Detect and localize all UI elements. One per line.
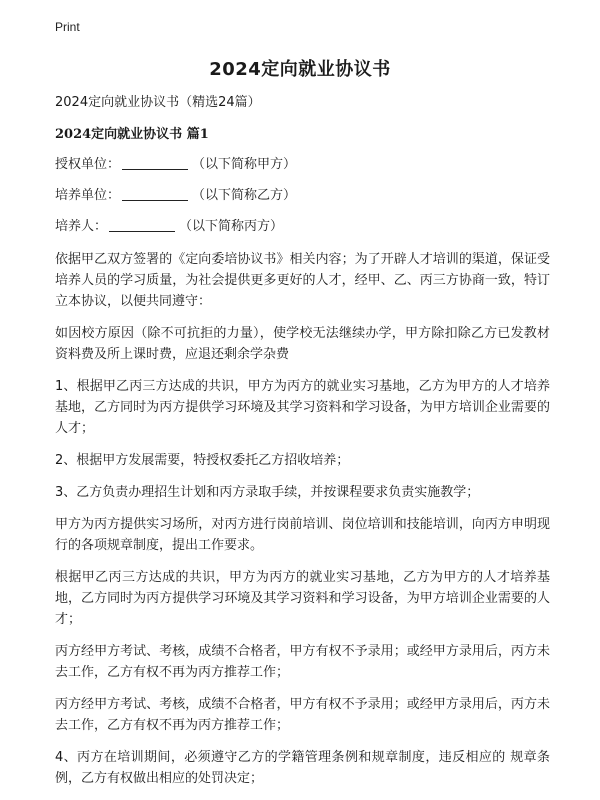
paragraph: 3、乙方负责办理招生计划和丙方录取手续，并按课程要求负责实施教学； xyxy=(55,485,480,500)
field-note: （以下简称甲方） xyxy=(192,157,297,172)
field-label: 培养单位： xyxy=(55,188,121,203)
paragraph: 丙方经甲方考试、考核，成绩不合格者，甲方有权不予录用；或经甲方录用后，丙方未去工作，乙方有权不再为丙方推荐工作； xyxy=(55,697,550,733)
field-note: （以下简称丙方） xyxy=(179,219,284,234)
paragraph: 甲方为丙方提供实习场所，对丙方进行岗前培训、岗位培训和技能培训，向丙方申明现行的各项规章制度，提出工作要求。 xyxy=(55,517,550,553)
fill-in-blank xyxy=(122,186,188,201)
field-label: 授权单位： xyxy=(55,157,121,172)
paragraph: 1、根据甲乙丙三方达成的共识，甲方为丙方的就业实习基地，乙方为甲方的人才培养基地，乙方同时为丙方提供学习环境及其学习资料和学习设备，为甲方培训企业需要的人才； xyxy=(55,379,550,436)
field-note: （以下简称乙方） xyxy=(192,188,297,203)
print-link[interactable]: Print xyxy=(55,20,80,34)
field-training-unit xyxy=(55,185,550,206)
fill-in-blank xyxy=(109,217,175,232)
fill-in-blank xyxy=(122,155,188,170)
document-subtitle: 2024定向就业协议书（精选24篇） xyxy=(55,95,261,110)
paragraph: 4、丙方在培训期间，必须遵守乙方的学籍管理条例和规章制度，违反相应的 规章条例，乙方有权做出相应的处罚决定； xyxy=(55,750,550,786)
field-label: 培养人： xyxy=(55,219,108,234)
paragraph: 依据甲乙双方签署的《定向委培协议书》相关内容；为了开辟人才培训的渠道，保证受培养人员的学习质量，为社会提供更多更好的人才，经甲、乙、丙三方协商一致，特订立本协议，以便共同遵守： xyxy=(55,252,550,309)
paragraph: 根据甲乙丙三方达成的共识，甲方为丙方的就业实习基地，乙方为甲方的人才培养基地，乙方同时为丙方提供学习环境及其学习资料和学习设备，为甲方培训企业需要的人才； xyxy=(55,570,550,627)
document-title: 2024定向就业协议书 xyxy=(209,59,391,80)
field-authorizing-unit xyxy=(55,154,550,175)
document-body xyxy=(55,92,550,800)
paragraph: 2、根据甲方发展需要，特授权委托乙方招收培养； xyxy=(55,453,350,468)
section-heading: 2024定向就业协议书 篇1 xyxy=(55,127,209,142)
paragraph: 丙方经甲方考试、考核，成绩不合格者，甲方有权不予录用；或经甲方录用后，丙方未去工作，乙方有权不再为丙方推荐工作； xyxy=(55,644,550,680)
paragraph: 如因校方原因（除不可抗拒的力量），使学校无法继续办学，甲方除扣除乙方已发教材资料费及所上课时费，应退还剩余学杂费 xyxy=(55,326,550,362)
field-trainee xyxy=(55,216,550,237)
